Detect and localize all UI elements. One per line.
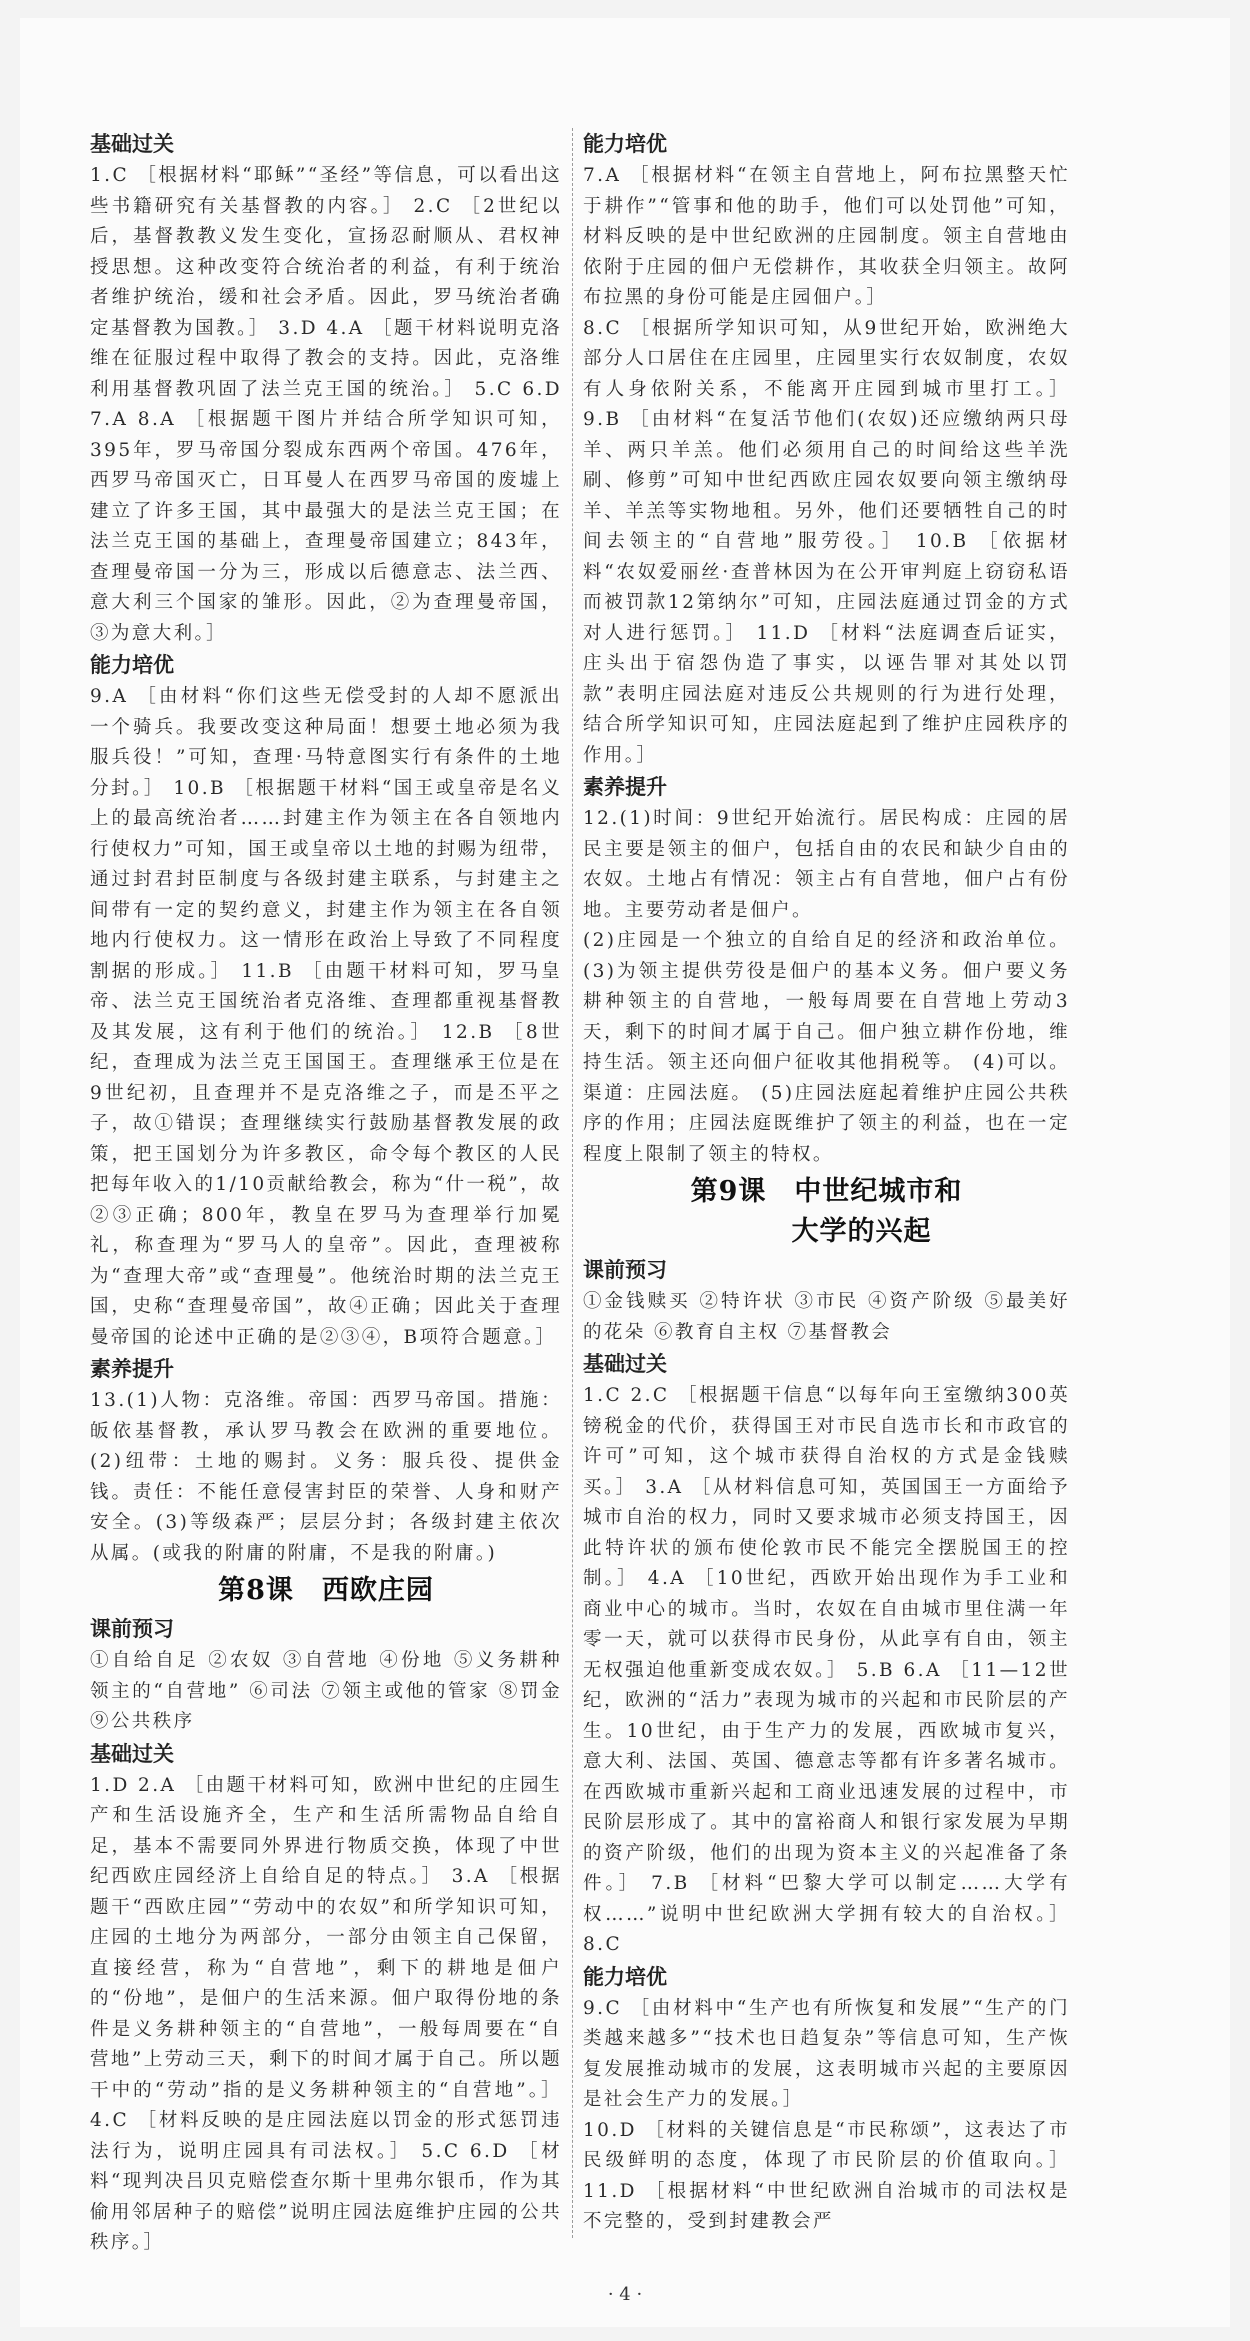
answer-paragraph: 10.D ［材料的关键信息是“市民称颂”，这表达了市民级鲜明的态度，体现了市民阶层的价值取向。］ 11.D ［根据材料“中世纪欧洲自治城市的司法权是不完整的，受到封建教会严 xyxy=(583,2119,1070,2232)
section-heading: 基础过关 xyxy=(90,1741,174,1766)
section-heading: 基础过关 xyxy=(583,1352,667,1376)
section-heading: 基础过关 xyxy=(90,132,174,156)
lesson-name: 中世纪城市和 xyxy=(794,1176,963,1207)
answer-paragraph: 13.(1)人物：克洛维。帝国：西罗马帝国。措施：皈依基督教，承认罗马教会在欧洲的重要地位。 (2)纽带：土地的赐封。义务：服兵役、提供金钱。责任：不能任意侵害封臣的荣誉、人身和财产安全。(3)等级森严；层层分封；各级封建主依次从属。(或我的附庸的附庸，不是我的附庸。) xyxy=(90,1390,562,1564)
left-column xyxy=(90,128,562,2259)
lesson-number: 第9课 xyxy=(690,1176,767,1207)
answer-paragraph: 1.C ［根据材料“耶稣”“圣经”等信息，可以看出这些书籍研究有关基督教的内容。］ 2.C ［2世纪以后，基督教教义发生变化，宣扬忍耐顺从、君权神授思想。这种改变符合统治者的利益，有利于统治者维护统治，缓和社会矛盾。因此，罗马统治者确定基督教为国教。］ 3.D 4.A ［题干材料说明克洛维在征服过程中取得了教会的支持。因此，克洛维利用基督教巩固了法兰克王国的统治。］ 5.C 6.D 7.A 8.A ［根据题干图片并结合所学知识可知，395年，罗马帝国分裂成东西两个帝国。476年，西罗马帝国灭亡，日耳曼人在西罗马帝国的废墟上建立了许多王国，其中最强大的是法兰克王国；在法兰克王国的基础上，查理曼帝国建立；843年，查理曼帝国一分为三，形成以后德意志、法兰西、意大利三个国家的雏形。因此，②为查理曼帝国，③为意大利。］ xyxy=(90,165,562,644)
section-heading: 课前预习 xyxy=(90,1617,174,1641)
answer-paragraph: 7.A ［根据材料“在领主自营地上，阿布拉黑整天忙于耕作”“管事和他的助手，他们可以处罚他”可知，材料反映的是中世纪欧洲的庄园制度。领主自营地由依附于庄园的佃户无偿耕作，其收获全归领主。故阿布拉黑的身份可能是庄园佃户。］ xyxy=(583,165,1070,308)
answer-paragraph: 12.(1)时间：9世纪开始流行。居民构成：庄园的居民主要是领主的佃户，包括自由的农民和缺少自由的农奴。土地占有情况：领主占有自营地，佃户占有份地。主要劳动者是佃户。 xyxy=(583,808,1070,921)
answer-paragraph: 9.A ［由材料“你们这些无偿受封的人却不愿派出一个骑兵。我要改变这种局面！想要土地必须为我服兵役！”可知，查理·马特意图实行有条件的土地分封。］ 10.B ［根据题干材料“国王或皇帝是名义上的最高统治者……封建主作为领主在各自领地内行使权力”可知，国王或皇帝以土地的封赐为纽带，通过封君封臣制度与各级封建主联系，与封建主之间带有一定的契约意义，封建主作为领主在各自领地内行使权力。这一情形在政治上导致了不同程度割据的形成。］ 11.B ［由题干材料可知，罗马皇帝、法兰克王国统治者克洛维、查理都重视基督教及其发展，这有利于他们的统治。］ 12.B ［8世纪，查理成为法兰克王国国王。查理继承王位是在9世纪初，且查理并不是克洛维之子，而是丕平之子，故①错误；查理继续实行鼓励基督教发展的政策，把王国划分为许多教区，命令每个教区的人民把每年收入的1/10贡献给教会，称为“什一税”，故②③正确；800年，教皇在罗马为查理举行加冕礼，称查理为“罗马人的皇帝”。因此，查理被称为“查理大帝”或“查理曼”。他统治时期的法兰克王国，史称“查理曼帝国”，故④正确；因此关于查理曼帝国的论述中正确的是②③④，B项符合题意。］ xyxy=(90,686,562,1348)
preview-answers: ①金钱赎买 ②特许状 ③市民 ④资产阶级 ⑤最美好的花朵 ⑥教育自主权 ⑦基督教会 xyxy=(583,1291,1070,1343)
document-page xyxy=(20,18,1230,2327)
section-heading: 素养提升 xyxy=(90,1357,174,1381)
lesson-8-title xyxy=(90,1571,562,1611)
section-heading: 能力培优 xyxy=(90,653,174,677)
section-heading: 课前预习 xyxy=(583,1258,667,1282)
answer-paragraph: 9.C ［由材料中“生产也有所恢复和发展”“生产的门类越来越多”“技术也日趋复杂”等信息可知，生产恢复发展推动城市的发展，这表明城市兴起的主要原因是社会生产力的发展。］ xyxy=(583,1997,1070,2110)
page-number: · 4 · xyxy=(607,2283,643,2305)
right-column xyxy=(572,128,1070,2238)
answer-paragraph: (2)庄园是一个独立的自给自足的经济和政治单位。 (3)为领主提供劳役是佃户的基本义务。佃户要义务耕种领主的自营地，一般每周要在自营地上劳动3天，剩下的时间才属于自己。佃户独立耕作份地，维持生活。领主还向佃户征收其他捐税等。 (4)可以。渠道：庄园法庭。 (5)庄园法庭起着维护庄园公共秩序的作用；庄园法庭既维护了领主的利益，也在一定程度上限制了领主的特权。 xyxy=(583,930,1070,1165)
answer-paragraph: 8.C ［根据所学知识可知，从9世纪开始，欧洲绝大部分人口居住在庄园里，庄园里实行农奴制度，农奴有人身依附关系，不能离开庄园到城市里打工。］ 9.B ［由材料“在复活节他们(农奴)还应缴纳两只母羊、两只羊羔。他们必须用自己的时间给这些羊洗刷、修剪”可知中世纪西欧庄园农奴要向领主缴纳母羊、羊羔等实物地租。另外，他们还要牺牲自己的时间去领主的“自营地”服劳役。］ 10.B ［依据材料“农奴爱丽丝·查普林因为在公开审判庭上窃窃私语而被罚款12第纳尔”可知，庄园法庭通过罚金的方式对人进行惩罚。］ 11.D ［材料“法庭调查后证实，庄头出于宿怨伪造了事实，以诬告罪对其处以罚款”表明庄园法庭对违反公共规则的行为进行处理，结合所学知识可知，庄园法庭起到了维护庄园秩序的作用。］ xyxy=(583,317,1070,766)
lesson-number: 第8课 xyxy=(218,1575,294,1606)
section-heading: 素养提升 xyxy=(583,775,667,799)
preview-answers: ①自给自足 ②农奴 ③自营地 ④份地 ⑤义务耕种领主的“自营地” ⑥司法 ⑦领主或他的管家 ⑧罚金 ⑨公共秩序 xyxy=(90,1650,562,1732)
columns xyxy=(20,128,1230,2259)
section-heading: 能力培优 xyxy=(583,1964,667,1989)
answer-paragraph: 1.C 2.C ［根据题干信息“以每年向王室缴纳300英镑税金的代价，获得国王对市民自选市长和市政官的许可”可知，这个城市获得自治权的方式是金钱赎买。］ 3.A ［从材料信息可知，英国国王一方面给予城市自治的权力，同时又要求城市必须支持国王，因此特许状的颁布使伦敦市民不能完全摆脱国王的控制。］ 4.A ［10世纪，西欧开始出现作为手工业和商业中心的城市。当时，农奴在自由城市里住满一年零一天，就可以获得市民身份，从此享有自由，领主无权强迫他重新变成农奴。］ 5.B 6.A ［11—12世纪，欧洲的“活力”表现为城市的兴起和市民阶层的产生。10世纪，由于生产力的发展，西欧城市复兴，意大利、法国、英国、德意志等都有许多著名城市。在西欧城市重新兴起和工商业迅速发展的过程中，市民阶层形成了。其中的富裕商人和银行家发展为早期的资产阶级，他们的出现为资本主义的兴起准备了条件。］ 7.B ［材料“巴黎大学可以制定……大学有权……”说明中世纪欧洲大学拥有较大的自治权。］ 8.C xyxy=(583,1385,1070,1955)
answer-paragraph: 1.D 2.A ［由题干材料可知，欧洲中世纪的庄园生产和生活设施齐全，生产和生活所需物品自给自足，基本不需要同外界进行物质交换，体现了中世纪西欧庄园经济上自给自足的特点。］ 3.A ［根据题干“西欧庄园”“劳动中的农奴”和所学知识可知，庄园的土地分为两部分，一部分由领主自己保留，直接经营，称为“自营地”，剩下的耕地是佃户的“份地”，是佃户的生活来源。佃户取得份地的条件是义务耕种领主的“自营地”，一般每周要在“自营地”上劳动三天，剩下的时间才属于自己。所以题干中的“劳动”指的是义务耕种领主的“自营地”。］ 4.C ［材料反映的是庄园法庭以罚金的形式惩罚违法行为，说明庄园具有司法权。］ 5.C 6.D ［材料“现判决吕贝克赔偿查尔斯十里弗尔银币，作为其偷用邻居种子的赔偿”说明庄园法庭维护庄园的公共秩序。］ xyxy=(90,1774,562,2253)
lesson-9-title xyxy=(583,1172,1070,1252)
lesson-name: 西欧庄园 xyxy=(321,1575,434,1606)
lesson-name-line2: 大学的兴起 xyxy=(791,1216,932,1247)
section-heading: 能力培优 xyxy=(583,132,667,156)
